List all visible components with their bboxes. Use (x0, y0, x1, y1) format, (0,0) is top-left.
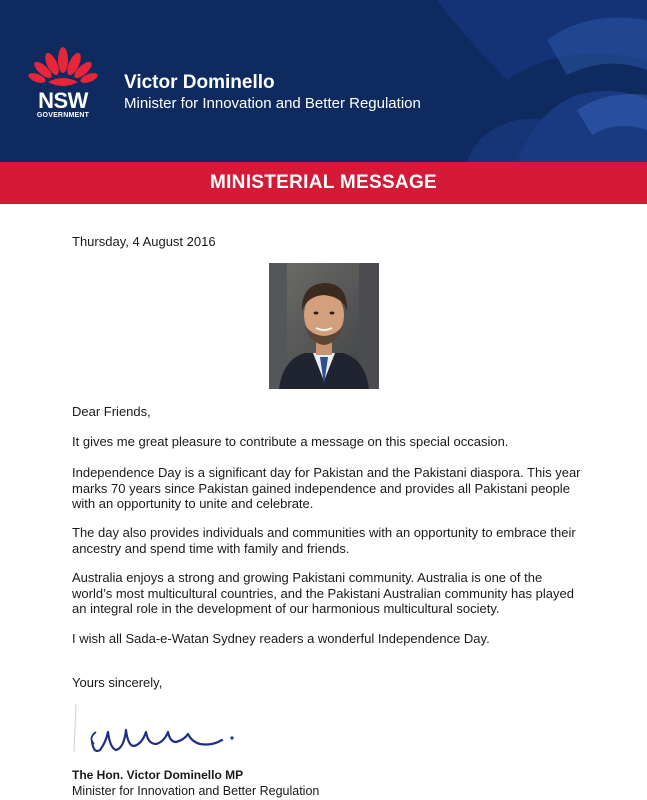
letter-paragraph: It gives me great pleasure to contribute a message on this special occasion. (72, 434, 509, 449)
handwritten-signature (72, 702, 252, 764)
portrait-image (269, 263, 379, 389)
nsw-government-logo (28, 46, 98, 122)
minister-portrait-photo (269, 263, 379, 389)
banner-title: MINISTERIAL MESSAGE (209, 172, 438, 193)
signatory-name: The Hon. Victor Dominello MP (72, 768, 244, 782)
ministerial-message-banner (0, 162, 647, 204)
letter-paragraph: Australia enjoys a strong and growing Pakistani community. Australia is one of the world’s most multicultural countries, and the Pakistani Australian community has played an integral role in the development of our harmonious multicultural society. (72, 570, 574, 616)
letter-paragraph: Independence Day is a significant day for Pakistan and the Pakistani diaspora. This year marks 70 years since Pakistan gained independence and provides all Pakistani people with an opportunity to unite and celebrate. (72, 465, 581, 511)
signatory-title: Minister for Innovation and Better Regulation (72, 784, 320, 798)
logo-subtext: GOVERNMENT (36, 112, 90, 119)
logo-wordmark: NSW (38, 88, 88, 113)
letter-closing: Yours sincerely, (72, 675, 163, 690)
letter-paragraph: The day also provides individuals and communities with an opportunity to embrace their ancestry and spend time with family and friends. (72, 525, 576, 556)
letter-greeting: Dear Friends, (72, 404, 151, 419)
waratah-petal-decoration (317, 0, 647, 162)
letter-paragraph: I wish all Sada-e-Watan Sydney readers a wonderful Independence Day. (72, 631, 490, 646)
minister-name: Victor Dominello (124, 72, 275, 93)
waratah-icon (28, 46, 98, 90)
minister-title: Minister for Innovation and Better Regulation (124, 95, 421, 112)
letter-date: Thursday, 4 August 2016 (72, 234, 216, 249)
letterhead-header (0, 0, 647, 162)
